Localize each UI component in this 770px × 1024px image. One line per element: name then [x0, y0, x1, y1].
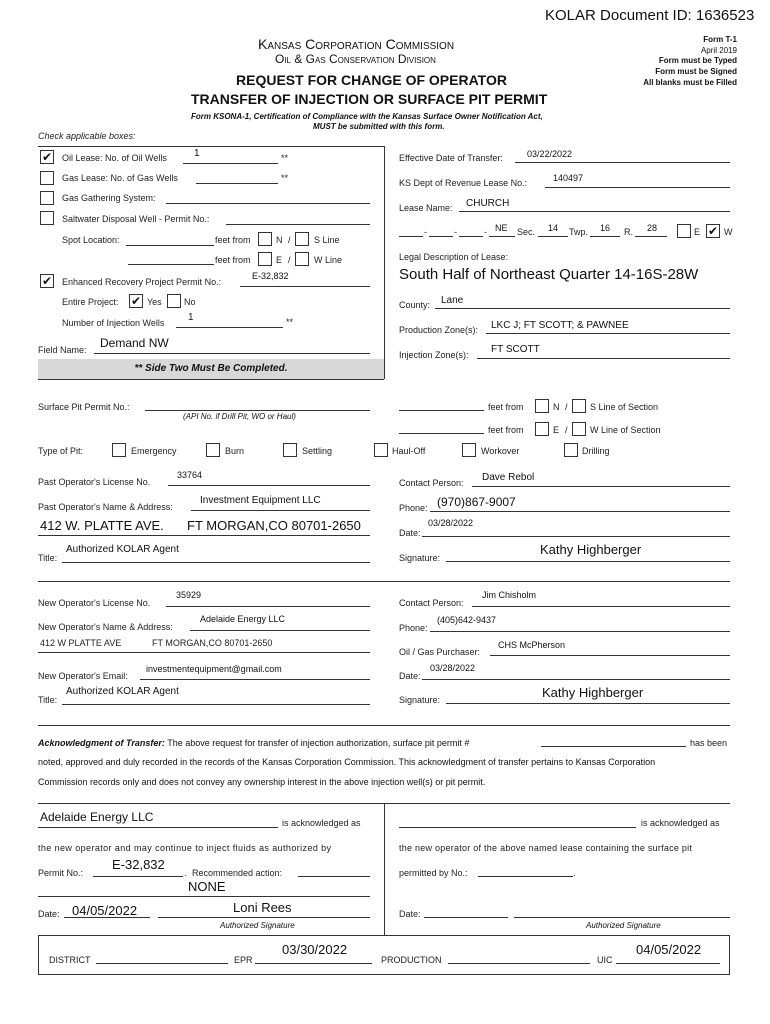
ack-text-2: noted, approved and duly recorded in the records of the Kansas Corporation Commission. This acknowledgment of transfer pertains to Kansas Corporation	[38, 757, 656, 767]
spot-e-checkbox[interactable]	[258, 252, 272, 266]
new-name-value[interactable]: Adelaide Energy LLC	[200, 614, 286, 624]
ks-lease-value[interactable]: 140497	[553, 173, 584, 183]
twp-label: Twp.	[569, 227, 589, 237]
pit-w-checkbox[interactable]	[572, 422, 586, 436]
ack-permit-label: Permit No.:	[38, 868, 84, 878]
ack-text-3: Commission records only and does not convey any ownership interest in the above injection well(s) or pit permit.	[38, 777, 486, 787]
n-label: N	[276, 235, 283, 245]
new-date-value[interactable]: 03/28/2022	[430, 663, 476, 673]
ack-right-auth-signature-label: Authorized Signature	[586, 921, 661, 930]
quarter-value[interactable]: NE	[495, 223, 508, 233]
surface-pit-label: Surface Pit Permit No.:	[38, 402, 130, 412]
ack-right-text: the new operator of the above named lease containing the surface pit	[399, 843, 693, 853]
gas-lease-checkbox[interactable]	[40, 171, 54, 185]
quarter-dash-3: -	[484, 227, 487, 237]
new-name-label: New Operator's Name & Address:	[38, 622, 173, 632]
uic-date-value[interactable]: 04/05/2022	[636, 942, 702, 957]
past-license-label: Past Operator's License No.	[38, 477, 151, 487]
ack-date-label: Date:	[38, 909, 60, 919]
pit-type-label: Type of Pit:	[38, 446, 84, 456]
pit-burn-label: Burn	[225, 446, 245, 456]
past-phone-value[interactable]: (970)867-9007	[437, 495, 516, 509]
quarter-dash-1: -	[424, 227, 427, 237]
epr-date-value[interactable]: 03/30/2022	[282, 942, 348, 957]
pit-emergency-label: Emergency	[131, 446, 177, 456]
pit-workover-checkbox[interactable]	[462, 443, 476, 457]
new-city-value[interactable]: FT MORGAN,CO 80701-2650	[152, 638, 273, 648]
permitted-by-period: .	[573, 868, 576, 878]
api-note: (API No. if Drill Pit, WO or Haul)	[183, 412, 296, 421]
side-two-note: ** Side Two Must Be Completed.	[38, 359, 384, 379]
quarter-dash-2: -	[454, 227, 457, 237]
pit-s-checkbox[interactable]	[572, 399, 586, 413]
past-title-value[interactable]: Authorized KOLAR Agent	[66, 544, 179, 555]
new-contact-label: Contact Person:	[399, 598, 464, 608]
entire-yes-checkbox[interactable]: ✔	[130, 294, 142, 308]
new-email-value[interactable]: investmentequipment@gmail.com	[146, 664, 282, 674]
purchaser-value[interactable]: CHS McPherson	[498, 640, 566, 650]
feet-from-label-2: feet from	[215, 255, 251, 265]
range-e-label: E	[694, 227, 701, 237]
past-contact-value[interactable]: Dave Rebol	[482, 472, 535, 483]
spot-w-checkbox[interactable]	[295, 252, 309, 266]
ack-right-date-label: Date:	[399, 909, 421, 919]
epr-label: EPR	[234, 955, 253, 965]
form-number: Form T-1	[703, 35, 737, 44]
form-title-1: REQUEST FOR CHANGE OF OPERATOR	[236, 72, 507, 88]
ack-auth-signature-value[interactable]: Loni Rees	[233, 900, 292, 915]
oil-lease-checkbox[interactable]: ✔	[41, 150, 53, 164]
agency-name: Kansas Corporation Commission	[258, 36, 455, 52]
twp-value[interactable]: 16	[600, 223, 611, 233]
field-name-label: Field Name:	[38, 345, 87, 355]
new-date-label: Date:	[399, 671, 421, 681]
new-address-value[interactable]: 412 W PLATTE AVE	[40, 638, 122, 648]
w-line-label: W Line	[314, 255, 343, 265]
pit-haul-off-checkbox[interactable]	[374, 443, 388, 457]
field-name-value[interactable]: Demand NW	[100, 336, 169, 350]
form-blanks-note: All blanks must be Filled	[643, 78, 737, 87]
injection-wells-note: **	[286, 317, 294, 327]
pit-s-line-label: S Line of Section	[590, 402, 659, 412]
new-phone-value[interactable]: (405)642-9437	[437, 615, 497, 625]
sec-label: Sec.	[517, 227, 536, 237]
ksona-note-2: MUST be submitted with this form.	[313, 122, 445, 131]
ack-permit-value[interactable]: E-32,832	[112, 857, 165, 872]
pit-e-label: E	[553, 425, 560, 435]
past-contact-label: Contact Person:	[399, 478, 464, 488]
pit-n-checkbox[interactable]	[535, 399, 549, 413]
feet-from-label: feet from	[215, 235, 251, 245]
gas-wells-note: **	[281, 173, 289, 183]
no-label: No	[184, 297, 196, 307]
new-phone-label: Phone:	[399, 623, 428, 633]
pit-n-label: N	[553, 402, 560, 412]
oil-lease-label: Oil Lease: No. of Oil Wells	[62, 153, 167, 163]
e-label: E	[276, 255, 283, 265]
ack-left-text: the new operator and may continue to inject fluids as authorized by	[38, 843, 332, 853]
pit-e-checkbox[interactable]	[535, 422, 549, 436]
new-title-value[interactable]: Authorized KOLAR Agent	[66, 686, 179, 697]
lease-name-value[interactable]: CHURCH	[466, 198, 510, 209]
ack-right-is-ack: is acknowledged as	[641, 818, 720, 828]
enhanced-permit-value[interactable]: E-32,832	[252, 271, 289, 281]
county-value[interactable]: Lane	[441, 295, 464, 306]
gas-gathering-checkbox[interactable]	[40, 191, 54, 205]
ks-lease-label: KS Dept of Revenue Lease No.:	[399, 178, 528, 188]
form-date: April 2019	[700, 46, 737, 55]
recommended-action-label: Recommended action:	[192, 868, 283, 878]
legal-desc-label: Legal Description of Lease:	[399, 252, 509, 262]
ack-company-value[interactable]: Adelaide Energy LLC	[40, 810, 154, 824]
r-label: R.	[624, 227, 633, 237]
past-signature-label: Signature:	[399, 553, 441, 563]
spot-n-checkbox[interactable]	[258, 232, 272, 246]
pit-slash-label-2: /	[565, 425, 568, 435]
check-boxes-label: Check applicable boxes:	[38, 131, 136, 141]
ack-period: .	[184, 868, 187, 878]
gas-gathering-label: Gas Gathering System:	[62, 193, 156, 203]
pit-burn-checkbox[interactable]	[206, 443, 220, 457]
s-line-label: S Line	[314, 235, 340, 245]
county-label: County:	[399, 300, 431, 310]
oil-wells-note: **	[281, 153, 289, 163]
new-license-value[interactable]: 35929	[176, 590, 202, 600]
slash-label: /	[288, 235, 291, 245]
past-signature-value[interactable]: Kathy Highberger	[540, 542, 642, 557]
injection-wells-label: Number of Injection Wells	[62, 318, 165, 328]
r-value[interactable]: 28	[647, 223, 658, 233]
ack-text-1-end: has been	[690, 738, 728, 748]
production-label: PRODUCTION	[381, 955, 442, 965]
form-title-2: TRANSFER OF INJECTION OR SURFACE PIT PERMIT	[191, 91, 548, 107]
past-date-label: Date:	[399, 528, 421, 538]
new-title-label: Title:	[38, 695, 58, 705]
ack-left-is-ack: is acknowledged as	[282, 818, 361, 828]
pit-drilling-label: Drilling	[582, 446, 610, 456]
pit-slash-label: /	[565, 402, 568, 412]
spot-s-checkbox[interactable]	[295, 232, 309, 246]
pit-drilling-checkbox[interactable]	[564, 443, 578, 457]
enhanced-recovery-label: Enhanced Recovery Project Permit No.:	[62, 277, 222, 287]
past-date-value[interactable]: 03/28/2022	[428, 518, 474, 528]
effective-date-label: Effective Date of Transfer:	[399, 153, 503, 163]
entire-project-label: Entire Project:	[62, 297, 119, 307]
past-title-label: Title:	[38, 553, 58, 563]
pit-settling-label: Settling	[302, 446, 333, 456]
past-name-label: Past Operator's Name & Address:	[38, 502, 173, 512]
ack-heading: Acknowledgment of Transfer:	[38, 738, 165, 748]
entire-no-checkbox[interactable]	[167, 294, 181, 308]
ack-auth-signature-label: Authorized Signature	[220, 921, 295, 930]
purchaser-label: Oil / Gas Purchaser:	[399, 647, 481, 657]
effective-date-value[interactable]: 03/22/2022	[527, 149, 573, 159]
gas-lease-label: Gas Lease: No. of Gas Wells	[62, 173, 178, 183]
injection-wells-value[interactable]: 1	[188, 312, 194, 323]
past-city-value[interactable]: FT MORGAN,CO 80701-2650	[187, 518, 361, 533]
pit-settling-checkbox[interactable]	[283, 443, 297, 457]
past-license-value[interactable]: 33764	[177, 470, 203, 480]
ack-text-1: The above request for transfer of injection authorization, surface pit permit #	[167, 738, 470, 748]
range-w-checkbox[interactable]: ✔	[707, 224, 719, 238]
pit-emergency-checkbox[interactable]	[112, 443, 126, 457]
injection-zone-label: Injection Zone(s):	[399, 350, 469, 360]
new-license-label: New Operator's License No.	[38, 598, 151, 608]
injection-zone-value[interactable]: FT SCOTT	[491, 344, 540, 355]
new-email-label: New Operator's Email:	[38, 671, 128, 681]
slash-label-2: /	[288, 255, 291, 265]
pit-haul-off-label: Haul-Off	[392, 446, 426, 456]
pit-feet-from-label-2: feet from	[488, 425, 524, 435]
pit-workover-label: Workover	[481, 446, 520, 456]
document-id: KOLAR Document ID: 1636523	[545, 7, 755, 24]
uic-label: UIC	[597, 955, 613, 965]
form-typed-note: Form must be Typed	[658, 56, 737, 65]
legal-desc-value[interactable]: South Half of Northeast Quarter 14-16S-28W	[399, 266, 699, 283]
oil-wells-value[interactable]: 1	[194, 148, 200, 159]
past-address-value[interactable]: 412 W. PLATTE AVE.	[40, 518, 164, 533]
spot-location-label: Spot Location:	[62, 235, 120, 245]
past-phone-label: Phone:	[399, 503, 428, 513]
new-signature-value[interactable]: Kathy Highberger	[542, 685, 644, 700]
sec-value[interactable]: 14	[548, 223, 559, 233]
past-name-value[interactable]: Investment Equipment LLC	[200, 495, 321, 506]
swd-label: Saltwater Disposal Well - Permit No.:	[62, 214, 210, 224]
recommended-action-value[interactable]: NONE	[188, 879, 226, 894]
ack-paragraph-line-1	[38, 738, 469, 748]
ack-date-value[interactable]: 04/05/2022	[72, 903, 138, 918]
swd-checkbox[interactable]	[40, 211, 54, 225]
permitted-by-label: permitted by No.:	[399, 868, 468, 878]
lease-name-label: Lease Name:	[399, 203, 453, 213]
district-label: DISTRICT	[49, 955, 91, 965]
new-signature-label: Signature:	[399, 695, 441, 705]
pit-feet-from-label: feet from	[488, 402, 524, 412]
new-contact-value[interactable]: Jim Chisholm	[482, 590, 537, 600]
yes-label: Yes	[147, 297, 162, 307]
enhanced-recovery-checkbox[interactable]: ✔	[41, 274, 53, 288]
pit-w-line-label: W Line of Section	[590, 425, 661, 435]
production-zone-value[interactable]: LKC J; FT SCOTT; & PAWNEE	[491, 320, 629, 331]
range-w-label: W	[724, 227, 733, 237]
division-name: Oil & Gas Conservation Division	[275, 52, 436, 66]
form-signed-note: Form must be Signed	[655, 67, 737, 76]
production-zone-label: Production Zone(s):	[399, 325, 479, 335]
ksona-note-1: Form KSONA-1, Certification of Compliance with the Kansas Surface Owner Notification Act,	[191, 112, 543, 121]
range-e-checkbox[interactable]	[677, 224, 691, 238]
